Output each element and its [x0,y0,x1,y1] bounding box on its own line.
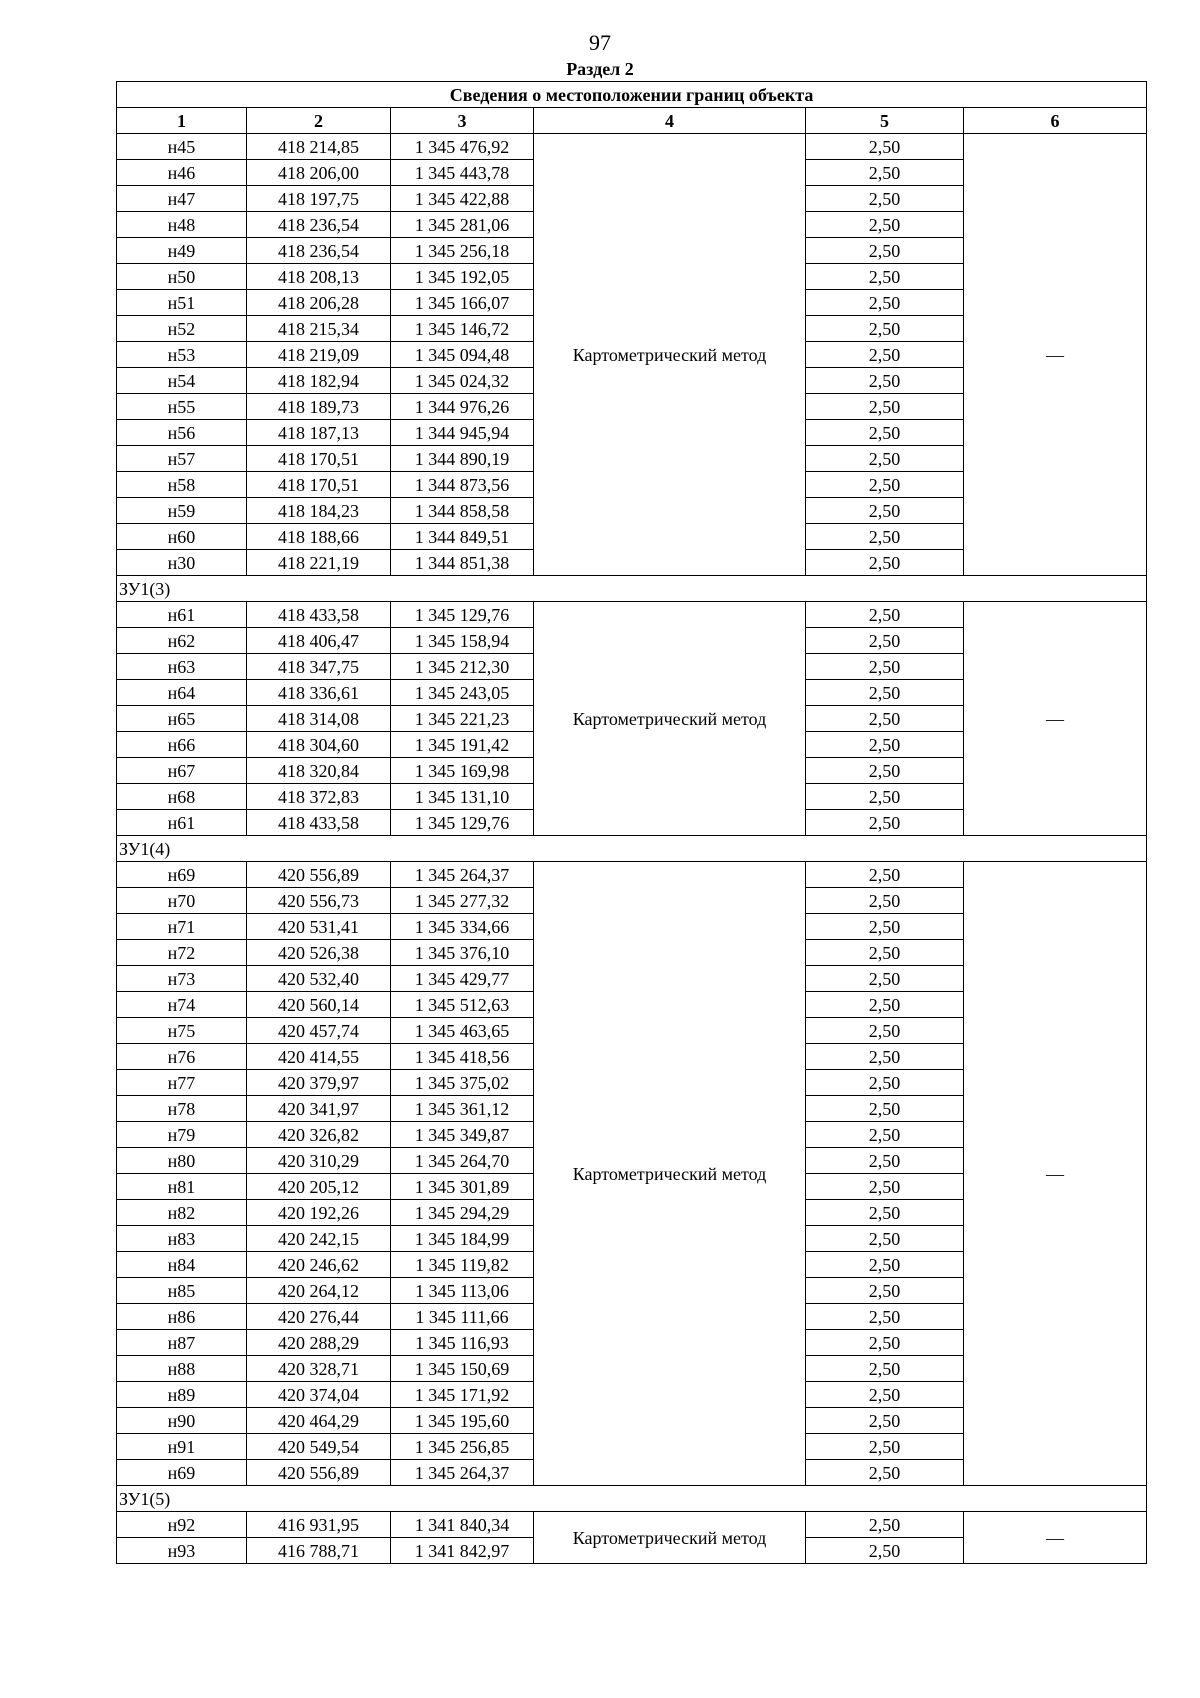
point-id-cell: н87 [117,1330,247,1356]
coordinate-y-cell: 1 345 195,60 [391,1408,534,1434]
coordinate-y-cell: 1 345 129,76 [391,602,534,628]
accuracy-cell: 2,50 [806,1174,964,1200]
col6-cell: — [964,602,1147,836]
coordinate-x-cell: 418 206,00 [247,160,391,186]
accuracy-cell: 2,50 [806,160,964,186]
coordinate-x-cell: 418 208,13 [247,264,391,290]
table-caption-row [117,82,1147,108]
accuracy-cell: 2,50 [806,758,964,784]
point-id-cell: н49 [117,238,247,264]
column-number: 3 [391,108,534,134]
point-id-cell: н64 [117,680,247,706]
coordinate-x-cell: 418 197,75 [247,186,391,212]
coordinate-x-cell: 420 556,89 [247,1460,391,1486]
coordinate-y-cell: 1 345 281,06 [391,212,534,238]
coordinate-x-cell: 418 372,83 [247,784,391,810]
coordinate-y-cell: 1 345 171,92 [391,1382,534,1408]
coordinate-y-cell: 1 345 024,32 [391,368,534,394]
point-id-cell: н75 [117,1018,247,1044]
accuracy-cell: 2,50 [806,1382,964,1408]
coordinate-y-cell: 1 345 443,78 [391,160,534,186]
accuracy-cell: 2,50 [806,134,964,160]
point-id-cell: н65 [117,706,247,732]
boundary-coordinates-table [116,81,1147,1564]
coordinate-x-cell: 420 379,97 [247,1070,391,1096]
coordinate-y-cell: 1 344 851,38 [391,550,534,576]
accuracy-cell: 2,50 [806,1278,964,1304]
coordinate-x-cell: 420 556,89 [247,862,391,888]
coordinate-x-cell: 418 433,58 [247,602,391,628]
group-label: ЗУ1(5) [117,1486,1147,1512]
point-id-cell: н46 [117,160,247,186]
accuracy-cell: 2,50 [806,992,964,1018]
coordinate-y-cell: 1 341 842,97 [391,1538,534,1564]
table-caption: Сведения о местоположении границ объекта [117,82,1147,108]
coordinate-y-cell: 1 344 858,58 [391,498,534,524]
coordinate-x-cell: 418 170,51 [247,472,391,498]
point-id-cell: н51 [117,290,247,316]
accuracy-cell: 2,50 [806,810,964,836]
coordinate-y-cell: 1 344 976,26 [391,394,534,420]
coordinate-y-cell: 1 345 119,82 [391,1252,534,1278]
accuracy-cell: 2,50 [806,212,964,238]
coordinate-x-cell: 420 288,29 [247,1330,391,1356]
point-id-cell: н82 [117,1200,247,1226]
coordinate-y-cell: 1 345 113,06 [391,1278,534,1304]
point-id-cell: н93 [117,1538,247,1564]
coordinate-x-cell: 420 310,29 [247,1148,391,1174]
coordinate-x-cell: 418 215,34 [247,316,391,342]
accuracy-cell: 2,50 [806,498,964,524]
group-label: ЗУ1(3) [117,576,1147,602]
coordinate-y-cell: 1 345 169,98 [391,758,534,784]
coordinate-x-cell: 418 320,84 [247,758,391,784]
accuracy-cell: 2,50 [806,1538,964,1564]
point-id-cell: н85 [117,1278,247,1304]
coordinate-x-cell: 420 532,40 [247,966,391,992]
point-id-cell: н80 [117,1148,247,1174]
coordinate-y-cell: 1 345 212,30 [391,654,534,680]
column-number: 6 [964,108,1147,134]
col6-cell: — [964,134,1147,576]
coordinate-y-cell: 1 344 890,19 [391,446,534,472]
accuracy-cell: 2,50 [806,264,964,290]
method-cell: Картометрический метод [534,862,806,1486]
point-id-cell: н61 [117,602,247,628]
accuracy-cell: 2,50 [806,1018,964,1044]
coordinate-x-cell: 418 406,47 [247,628,391,654]
accuracy-cell: 2,50 [806,368,964,394]
column-number: 1 [117,108,247,134]
point-id-cell: н56 [117,420,247,446]
coordinate-x-cell: 418 219,09 [247,342,391,368]
coordinate-x-cell: 418 236,54 [247,212,391,238]
coordinate-y-cell: 1 345 512,63 [391,992,534,1018]
accuracy-cell: 2,50 [806,628,964,654]
group-label-row [117,836,1147,862]
coordinate-x-cell: 420 341,97 [247,1096,391,1122]
accuracy-cell: 2,50 [806,966,964,992]
point-id-cell: н79 [117,1122,247,1148]
accuracy-cell: 2,50 [806,1148,964,1174]
point-id-cell: н52 [117,316,247,342]
coordinate-y-cell: 1 345 158,94 [391,628,534,654]
coordinate-y-cell: 1 345 192,05 [391,264,534,290]
coordinate-x-cell: 420 246,62 [247,1252,391,1278]
column-number: 4 [534,108,806,134]
point-id-cell: н72 [117,940,247,966]
accuracy-cell: 2,50 [806,290,964,316]
point-id-cell: н59 [117,498,247,524]
accuracy-cell: 2,50 [806,914,964,940]
accuracy-cell: 2,50 [806,888,964,914]
accuracy-cell: 2,50 [806,1304,964,1330]
coordinate-y-cell: 1 344 849,51 [391,524,534,550]
point-id-cell: н92 [117,1512,247,1538]
coordinate-x-cell: 418 347,75 [247,654,391,680]
point-id-cell: н66 [117,732,247,758]
point-id-cell: н47 [117,186,247,212]
coordinate-x-cell: 420 560,14 [247,992,391,1018]
coordinate-y-cell: 1 345 129,76 [391,810,534,836]
point-id-cell: н54 [117,368,247,394]
point-id-cell: н30 [117,550,247,576]
point-id-cell: н77 [117,1070,247,1096]
accuracy-cell: 2,50 [806,550,964,576]
coordinate-x-cell: 420 205,12 [247,1174,391,1200]
coordinate-y-cell: 1 345 111,66 [391,1304,534,1330]
coordinate-y-cell: 1 345 361,12 [391,1096,534,1122]
point-id-cell: н88 [117,1356,247,1382]
accuracy-cell: 2,50 [806,1356,964,1382]
point-id-cell: н53 [117,342,247,368]
accuracy-cell: 2,50 [806,342,964,368]
point-id-cell: н63 [117,654,247,680]
accuracy-cell: 2,50 [806,420,964,446]
point-id-cell: н69 [117,1460,247,1486]
coordinate-x-cell: 420 192,26 [247,1200,391,1226]
accuracy-cell: 2,50 [806,680,964,706]
section-title: Раздел 2 [566,59,634,79]
point-id-cell: н50 [117,264,247,290]
point-id-cell: н67 [117,758,247,784]
coordinate-x-cell: 418 433,58 [247,810,391,836]
group-label-row [117,576,1147,602]
coordinate-x-cell: 418 214,85 [247,134,391,160]
point-id-cell: н73 [117,966,247,992]
coordinate-y-cell: 1 345 418,56 [391,1044,534,1070]
coordinate-y-cell: 1 341 840,34 [391,1512,534,1538]
coordinate-y-cell: 1 345 376,10 [391,940,534,966]
coordinate-x-cell: 418 170,51 [247,446,391,472]
point-id-cell: н61 [117,810,247,836]
coordinate-y-cell: 1 345 463,65 [391,1018,534,1044]
coordinate-x-cell: 420 328,71 [247,1356,391,1382]
accuracy-cell: 2,50 [806,1434,964,1460]
coordinate-y-cell: 1 345 264,70 [391,1148,534,1174]
coordinate-y-cell: 1 345 243,05 [391,680,534,706]
coordinate-y-cell: 1 345 429,77 [391,966,534,992]
coordinate-x-cell: 418 184,23 [247,498,391,524]
coordinate-y-cell: 1 345 184,99 [391,1226,534,1252]
coordinate-y-cell: 1 345 334,66 [391,914,534,940]
point-id-cell: н86 [117,1304,247,1330]
coordinate-y-cell: 1 345 256,18 [391,238,534,264]
coordinate-y-cell: 1 344 945,94 [391,420,534,446]
accuracy-cell: 2,50 [806,602,964,628]
coordinate-x-cell: 418 189,73 [247,394,391,420]
coordinate-x-cell: 420 526,38 [247,940,391,966]
point-id-cell: н58 [117,472,247,498]
point-id-cell: н83 [117,1226,247,1252]
coordinate-y-cell: 1 345 301,89 [391,1174,534,1200]
coordinate-x-cell: 420 457,74 [247,1018,391,1044]
col6-cell: — [964,862,1147,1486]
coordinate-x-cell: 418 221,19 [247,550,391,576]
accuracy-cell: 2,50 [806,654,964,680]
table-row [117,134,1147,160]
accuracy-cell: 2,50 [806,706,964,732]
accuracy-cell: 2,50 [806,1044,964,1070]
accuracy-cell: 2,50 [806,940,964,966]
coordinate-y-cell: 1 345 094,48 [391,342,534,368]
coordinate-x-cell: 418 182,94 [247,368,391,394]
point-id-cell: н90 [117,1408,247,1434]
coordinate-x-cell: 418 187,13 [247,420,391,446]
accuracy-cell: 2,50 [806,1512,964,1538]
coordinate-x-cell: 420 556,73 [247,888,391,914]
page-number: 97 [589,30,611,55]
point-id-cell: н76 [117,1044,247,1070]
point-id-cell: н45 [117,134,247,160]
accuracy-cell: 2,50 [806,1226,964,1252]
coordinate-y-cell: 1 345 150,69 [391,1356,534,1382]
point-id-cell: н57 [117,446,247,472]
coordinate-y-cell: 1 345 166,07 [391,290,534,316]
accuracy-cell: 2,50 [806,446,964,472]
coordinate-y-cell: 1 345 116,93 [391,1330,534,1356]
coordinate-x-cell: 418 236,54 [247,238,391,264]
point-id-cell: н74 [117,992,247,1018]
coordinate-y-cell: 1 345 264,37 [391,1460,534,1486]
point-id-cell: н62 [117,628,247,654]
point-id-cell: н55 [117,394,247,420]
column-number: 5 [806,108,964,134]
coordinate-y-cell: 1 345 294,29 [391,1200,534,1226]
coordinate-y-cell: 1 345 256,85 [391,1434,534,1460]
point-id-cell: н69 [117,862,247,888]
accuracy-cell: 2,50 [806,732,964,758]
accuracy-cell: 2,50 [806,1408,964,1434]
accuracy-cell: 2,50 [806,472,964,498]
coordinate-x-cell: 420 242,15 [247,1226,391,1252]
coordinate-x-cell: 420 276,44 [247,1304,391,1330]
coordinate-y-cell: 1 345 146,72 [391,316,534,342]
point-id-cell: н70 [117,888,247,914]
accuracy-cell: 2,50 [806,238,964,264]
coordinate-x-cell: 418 188,66 [247,524,391,550]
accuracy-cell: 2,50 [806,394,964,420]
coordinate-y-cell: 1 345 277,32 [391,888,534,914]
column-numbers-row [117,108,1147,134]
coordinate-x-cell: 418 314,08 [247,706,391,732]
coordinate-x-cell: 420 326,82 [247,1122,391,1148]
coordinate-y-cell: 1 345 191,42 [391,732,534,758]
accuracy-cell: 2,50 [806,1122,964,1148]
col6-cell: — [964,1512,1147,1564]
coordinate-y-cell: 1 345 221,23 [391,706,534,732]
table-row [117,1512,1147,1538]
coordinate-x-cell: 418 336,61 [247,680,391,706]
point-id-cell: н91 [117,1434,247,1460]
accuracy-cell: 2,50 [806,524,964,550]
coordinate-y-cell: 1 344 873,56 [391,472,534,498]
coordinate-y-cell: 1 345 349,87 [391,1122,534,1148]
point-id-cell: н68 [117,784,247,810]
accuracy-cell: 2,50 [806,1096,964,1122]
accuracy-cell: 2,50 [806,784,964,810]
accuracy-cell: 2,50 [806,186,964,212]
point-id-cell: н84 [117,1252,247,1278]
point-id-cell: н60 [117,524,247,550]
point-id-cell: н48 [117,212,247,238]
coordinate-x-cell: 416 788,71 [247,1538,391,1564]
point-id-cell: н89 [117,1382,247,1408]
accuracy-cell: 2,50 [806,316,964,342]
group-label-row [117,1486,1147,1512]
coordinate-x-cell: 420 414,55 [247,1044,391,1070]
accuracy-cell: 2,50 [806,1330,964,1356]
coordinate-x-cell: 418 304,60 [247,732,391,758]
table-row [117,862,1147,888]
coordinate-y-cell: 1 345 131,10 [391,784,534,810]
coordinate-x-cell: 420 531,41 [247,914,391,940]
coordinate-y-cell: 1 345 375,02 [391,1070,534,1096]
table-row [117,602,1147,628]
coordinate-x-cell: 420 464,29 [247,1408,391,1434]
accuracy-cell: 2,50 [806,1070,964,1096]
group-label: ЗУ1(4) [117,836,1147,862]
coordinate-x-cell: 420 264,12 [247,1278,391,1304]
coordinate-x-cell: 420 374,04 [247,1382,391,1408]
coordinate-y-cell: 1 345 264,37 [391,862,534,888]
accuracy-cell: 2,50 [806,1252,964,1278]
coordinate-x-cell: 418 206,28 [247,290,391,316]
coordinate-x-cell: 420 549,54 [247,1434,391,1460]
coordinate-y-cell: 1 345 476,92 [391,134,534,160]
coordinate-x-cell: 416 931,95 [247,1512,391,1538]
method-cell: Картометрический метод [534,134,806,576]
column-number: 2 [247,108,391,134]
coordinate-y-cell: 1 345 422,88 [391,186,534,212]
accuracy-cell: 2,50 [806,1200,964,1226]
accuracy-cell: 2,50 [806,1460,964,1486]
point-id-cell: н71 [117,914,247,940]
method-cell: Картометрический метод [534,1512,806,1564]
point-id-cell: н78 [117,1096,247,1122]
point-id-cell: н81 [117,1174,247,1200]
method-cell: Картометрический метод [534,602,806,836]
accuracy-cell: 2,50 [806,862,964,888]
